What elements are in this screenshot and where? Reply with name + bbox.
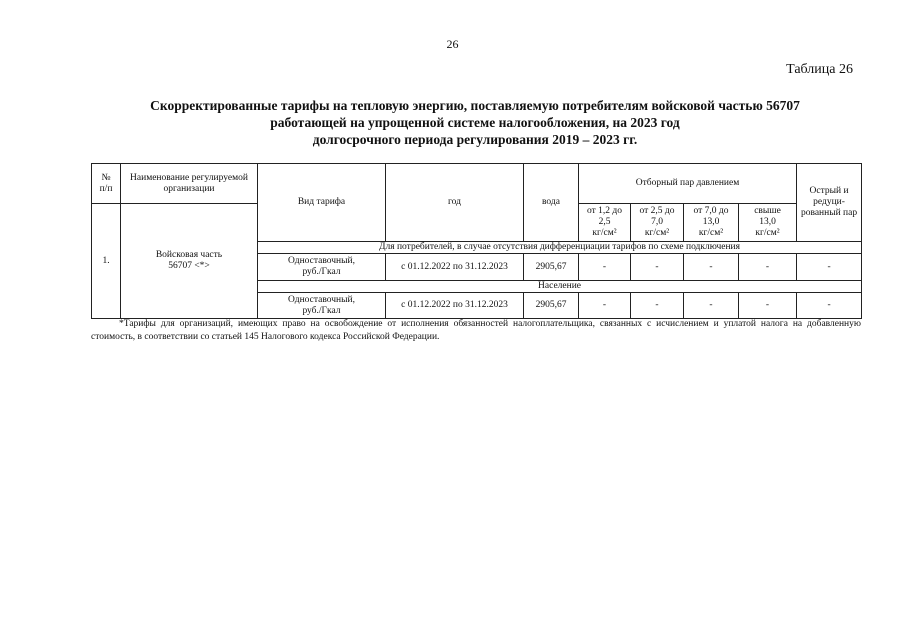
header-organization: Наименование регулируемой организации [121,164,258,204]
header-number [92,164,121,204]
steam-1-value-cell: - [579,293,631,319]
title-line-1: Скорректированные тарифы на тепловую энергию, поставляемую потребителям войсковой частью 56707 [150,98,800,113]
tariff-type-line2: руб./Гкал [302,267,341,277]
water-value-cell: 2905,67 [524,254,579,281]
sharp-steam-value-cell: - [797,293,862,319]
title-line-2: работающей на упрощенной системе налогообложения, на 2023 год [270,115,680,130]
steam-2-value-cell: - [631,254,684,281]
footnote: *Тарифы для организаций, имеющих право на освобождение от исполнения обязанностей налогоплательщика, связанных с исчислением и уплатой налога на добавленную стоимость, в соответствии со статьей 145 Налогового кодекса Российской Федерации. [91,319,861,342]
header-steam-3-line3: кг/см² [698,228,724,238]
tariff-type-cell [258,293,386,319]
header-steam-4-line3: кг/см² [755,228,780,238]
steam-3-value-cell: - [684,254,739,281]
title-line-3: долгосрочного периода регулирования 2019 – 2023 гг. [312,132,638,147]
tariff-type-line1: Одноставочный, [288,256,355,266]
tariff-table [91,163,862,319]
header-steam-1 [579,204,631,242]
steam-2-value-cell: - [631,293,684,319]
tariff-type-cell [258,254,386,281]
period-cell: с 01.12.2022 по 31.12.2023 [386,293,524,319]
header-number-line1: № [101,172,111,183]
steam-1-value-cell: - [579,254,631,281]
header-steam-2-line3: кг/см² [644,228,670,238]
header-tariff-type: Вид тарифа [258,164,386,242]
organization-name-line1: Войсковая часть [155,250,223,260]
header-steam-1-line1: от 1,2 до [587,206,622,216]
section-row-general: Для потребителей, в случае отсутствия дифференциации тарифов по схеме подключения [258,242,862,254]
header-steam-group: Отборный пар давлением [579,164,797,204]
organization-name-line2: 56707 <*> [168,261,210,271]
header-steam-4-line1: свыше [754,206,781,216]
header-steam-1-line2: 2,5 [598,217,611,227]
organization-name [121,204,258,319]
sharp-steam-value-cell: - [797,254,862,281]
water-value-cell: 2905,67 [524,293,579,319]
header-year: год [386,164,524,242]
header-steam-3-line1: от 7,0 до [693,206,729,216]
document-title [90,97,860,148]
header-steam-4 [739,204,797,242]
header-water: вода [524,164,579,242]
header-sharp-steam: Острый и редуци-рованный пар [797,164,862,242]
section-row-population: Население [258,281,862,293]
steam-4-value-cell: - [739,254,797,281]
header-number-line2: п/п [99,183,113,194]
header-steam-2-line2: 7,0 [651,217,663,227]
period-cell: с 01.12.2022 по 31.12.2023 [386,254,524,281]
row-number: 1. [92,204,121,319]
table-label: Таблица 26 [786,62,853,77]
page-number: 26 [446,37,459,51]
header-steam-3 [684,204,739,242]
header-steam-2 [631,204,684,242]
header-steam-4-line2: 13,0 [759,217,776,227]
steam-4-value-cell: - [739,293,797,319]
tariff-type-line2: руб./Гкал [302,305,341,316]
header-steam-1-line3: кг/см² [592,228,617,238]
header-steam-3-line2: 13,0 [702,217,720,227]
steam-3-value-cell: - [684,293,739,319]
tariff-type-line1: Одноставочный, [288,294,355,305]
header-steam-2-line1: от 2,5 до [639,206,675,216]
